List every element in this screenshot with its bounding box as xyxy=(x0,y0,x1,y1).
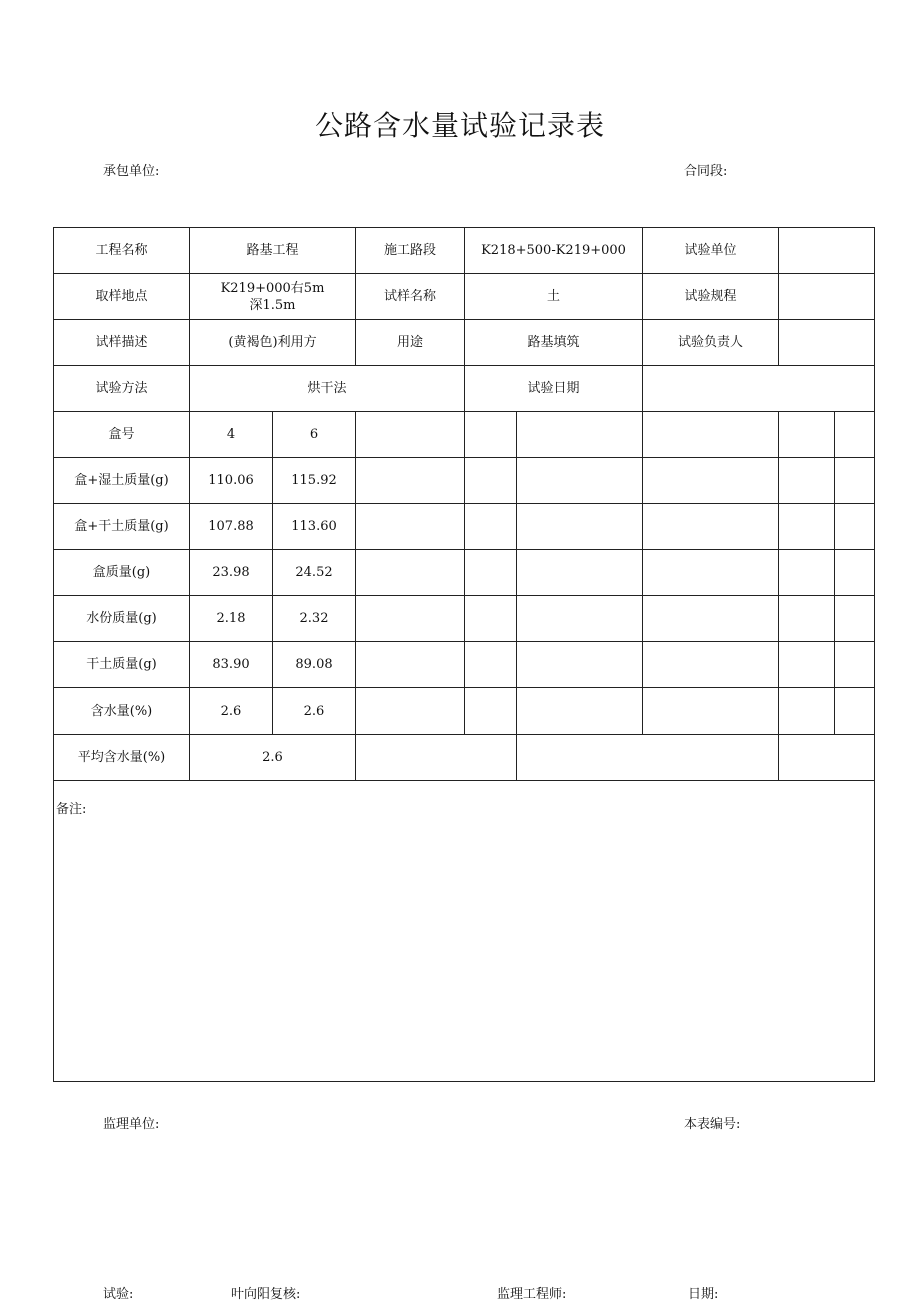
empty-cell xyxy=(517,642,643,688)
empty-cell xyxy=(779,642,835,688)
row-label: 盒质量(g) xyxy=(54,550,190,596)
box-2-value: 89.08 xyxy=(273,642,356,688)
box-1-value: 83.90 xyxy=(190,642,273,688)
notes-cell xyxy=(54,780,875,1081)
box-2-value: 113.60 xyxy=(273,504,356,550)
empty-cell xyxy=(465,412,517,458)
test-date-value xyxy=(643,366,875,412)
responsible-value xyxy=(779,320,875,366)
project-name-value: 路基工程 xyxy=(190,228,356,274)
empty-cell xyxy=(779,550,835,596)
box-1-value: 107.88 xyxy=(190,504,273,550)
average-value: 2.6 xyxy=(190,734,356,780)
notes-label: 备注: xyxy=(56,801,87,817)
empty-cell xyxy=(356,642,465,688)
empty-cell xyxy=(517,550,643,596)
empty-cell xyxy=(356,504,465,550)
empty-cell xyxy=(517,596,643,642)
empty-cell xyxy=(517,412,643,458)
test-spec-label: 试验规程 xyxy=(643,274,779,320)
usage-label: 用途 xyxy=(356,320,465,366)
section-label: 施工路段 xyxy=(356,228,465,274)
form-number-label: 本表编号: xyxy=(684,1117,741,1132)
project-name-label: 工程名称 xyxy=(54,228,190,274)
empty-cell xyxy=(465,458,517,504)
sample-desc-label: 试样描述 xyxy=(54,320,190,366)
row-label: 干土质量(g) xyxy=(54,642,190,688)
sampling-site-label: 取样地点 xyxy=(54,274,190,320)
empty-cell xyxy=(356,458,465,504)
box-1-value: 2.6 xyxy=(190,688,273,734)
empty-cell xyxy=(517,688,643,734)
empty-cell xyxy=(517,734,779,780)
page-title: 公路含水量试验记录表 xyxy=(314,109,605,142)
empty-cell xyxy=(465,688,517,734)
sampling-site-value: K219+000右5m深1.5m xyxy=(190,274,356,320)
empty-cell xyxy=(779,504,835,550)
empty-cell xyxy=(643,596,779,642)
info-row-3 xyxy=(54,320,875,366)
empty-cell xyxy=(643,412,779,458)
contract-section-label: 合同段: xyxy=(684,164,728,179)
info-row-2 xyxy=(54,274,875,320)
box-2-value: 24.52 xyxy=(273,550,356,596)
empty-cell xyxy=(835,412,875,458)
empty-cell xyxy=(779,412,835,458)
box-1-value: 2.18 xyxy=(190,596,273,642)
empty-cell xyxy=(643,642,779,688)
empty-cell xyxy=(835,596,875,642)
empty-cell xyxy=(779,596,835,642)
measurement-row xyxy=(54,550,875,596)
test-unit-value xyxy=(779,228,875,274)
empty-cell xyxy=(779,734,875,780)
empty-cell xyxy=(779,458,835,504)
box-2-value: 2.6 xyxy=(273,688,356,734)
measurement-row xyxy=(54,642,875,688)
empty-cell xyxy=(356,596,465,642)
box-1-value: 4 xyxy=(190,412,273,458)
row-label: 盒号 xyxy=(54,412,190,458)
empty-cell xyxy=(356,412,465,458)
empty-cell xyxy=(465,550,517,596)
box-1-value: 110.06 xyxy=(190,458,273,504)
empty-cell xyxy=(643,688,779,734)
box-1-value: 23.98 xyxy=(190,550,273,596)
empty-cell xyxy=(643,458,779,504)
row-label: 盒+干土质量(g) xyxy=(54,504,190,550)
empty-cell xyxy=(835,642,875,688)
test-date-label: 试验日期 xyxy=(465,366,643,412)
empty-cell xyxy=(465,596,517,642)
moisture-content-table xyxy=(53,227,875,1082)
test-spec-value xyxy=(779,274,875,320)
test-unit-label: 试验单位 xyxy=(643,228,779,274)
test-label: 试验: xyxy=(103,1287,134,1302)
measurement-row xyxy=(54,596,875,642)
empty-cell xyxy=(356,734,517,780)
row-label: 含水量(%) xyxy=(54,688,190,734)
average-label: 平均含水量(%) xyxy=(54,734,190,780)
average-row xyxy=(54,734,875,780)
empty-cell xyxy=(465,504,517,550)
info-row-4 xyxy=(54,366,875,412)
empty-cell xyxy=(465,642,517,688)
box-2-value: 6 xyxy=(273,412,356,458)
responsible-label: 试验负责人 xyxy=(643,320,779,366)
measurement-row xyxy=(54,504,875,550)
section-value: K218+500-K219+000 xyxy=(465,228,643,274)
empty-cell xyxy=(643,550,779,596)
row-label: 盒+湿土质量(g) xyxy=(54,458,190,504)
empty-cell xyxy=(356,688,465,734)
empty-cell xyxy=(517,504,643,550)
contractor-label: 承包单位: xyxy=(103,164,160,179)
usage-value: 路基填筑 xyxy=(465,320,643,366)
empty-cell xyxy=(835,550,875,596)
row-label: 水份质量(g) xyxy=(54,596,190,642)
empty-cell xyxy=(835,688,875,734)
empty-cell xyxy=(779,688,835,734)
box-2-value: 2.32 xyxy=(273,596,356,642)
reviewer-label: 叶向阳复核: xyxy=(231,1287,301,1302)
empty-cell xyxy=(356,550,465,596)
supervision-unit-label: 监理单位: xyxy=(103,1117,160,1132)
info-row-1 xyxy=(54,228,875,274)
method-value: 烘干法 xyxy=(190,366,465,412)
sample-name-label: 试样名称 xyxy=(356,274,465,320)
empty-cell xyxy=(835,458,875,504)
empty-cell xyxy=(835,504,875,550)
empty-cell xyxy=(643,504,779,550)
notes-row xyxy=(54,780,875,1081)
empty-cell xyxy=(517,458,643,504)
measurement-row xyxy=(54,412,875,458)
sample-name-value: 土 xyxy=(465,274,643,320)
sample-desc-value: (黄褐色)利用方 xyxy=(190,320,356,366)
method-label: 试验方法 xyxy=(54,366,190,412)
supervising-engineer-label: 监理工程师: xyxy=(497,1287,567,1302)
measurement-rows xyxy=(54,412,875,734)
date-label: 日期: xyxy=(688,1287,719,1302)
box-2-value: 115.92 xyxy=(273,458,356,504)
measurement-row xyxy=(54,688,875,734)
measurement-row xyxy=(54,458,875,504)
